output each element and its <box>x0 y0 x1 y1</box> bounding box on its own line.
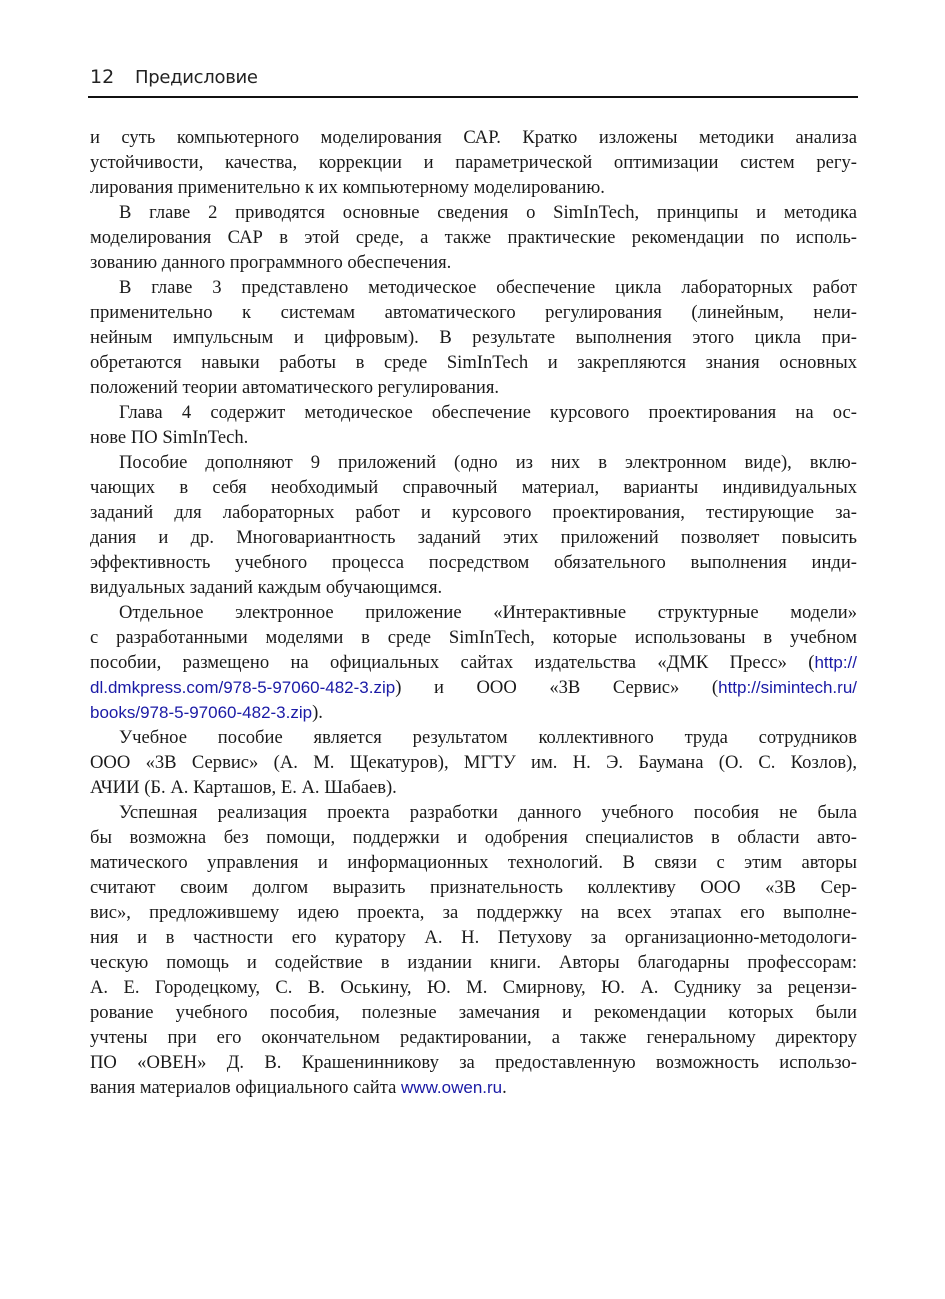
text-line <box>90 600 857 625</box>
text-segment: Глава 4 содержит методическое обеспечение курсового проектирования на ос- <box>119 402 857 423</box>
paragraph <box>90 275 857 400</box>
text-line <box>90 950 857 975</box>
text-line <box>90 175 857 200</box>
text-line <box>90 775 857 800</box>
text-line <box>90 400 857 425</box>
text-segment: моделирования САР в этой среде, а также практические рекомендации по исполь- <box>90 227 857 248</box>
text-segment: лирования применительно к их компьютерному моделированию. <box>90 177 605 198</box>
text-line <box>90 425 857 450</box>
text-segment: ). <box>312 702 323 723</box>
paragraph <box>90 725 857 800</box>
text-segment: зованию данного программного обеспечения. <box>90 252 452 273</box>
text-line <box>90 225 857 250</box>
url-link[interactable]: http:// <box>814 653 857 672</box>
text-line <box>90 475 857 500</box>
text-segment: А. Е. Городецкому, С. В. Оськину, Ю. М. Смирнову, Ю. А. Суднику за рецензи- <box>90 977 857 998</box>
url-link[interactable]: http://simintech.ru/ <box>718 678 857 697</box>
text-segment: Отдельное электронное приложение «Интерактивные структурные модели» <box>119 602 857 623</box>
text-segment: и суть компьютерного моделирования САР. Кратко изложены методики анализа <box>90 127 857 148</box>
text-segment: обретаются навыки работы в среде SimInTech и закрепляются знания основных <box>90 352 857 373</box>
text-segment: . <box>502 1077 507 1098</box>
paragraph <box>90 200 857 275</box>
text-segment: ) и ООО «3В Сервис» ( <box>395 677 719 698</box>
text-line <box>90 925 857 950</box>
text-line <box>90 1025 857 1050</box>
url-link[interactable]: www.owen.ru <box>401 1078 503 1097</box>
text-segment: видуальных заданий каждым обучающимся. <box>90 577 443 598</box>
text-line <box>90 625 857 650</box>
paragraph <box>90 600 857 725</box>
text-line <box>90 725 857 750</box>
text-segment: АЧИИ (Б. А. Карташов, Е. А. Шабаев). <box>90 777 397 798</box>
text-segment: эффективность учебного процесса посредством обязательного выполнения инди- <box>90 552 857 573</box>
paragraph <box>90 125 857 200</box>
text-line <box>90 325 857 350</box>
text-segment: ПО «ОВЕН» Д. В. Крашенинникову за предоставленную возможность использо- <box>90 1052 857 1073</box>
text-line <box>90 250 857 275</box>
text-segment: применительно к системам автоматического регулирования (линейным, нели- <box>90 302 857 323</box>
text-line <box>90 375 857 400</box>
text-segment: положений теории автоматического регулирования. <box>90 377 500 398</box>
text-line <box>90 150 857 175</box>
text-line <box>90 125 857 150</box>
section-title: Предисловие <box>135 67 258 88</box>
text-line <box>90 750 857 775</box>
text-line <box>90 200 857 225</box>
text-segment: заданий для лабораторных работ и курсового проектирования, тестирующие за- <box>90 502 857 523</box>
text-segment: рование учебного пособия, полезные замечания и рекомендации которых были <box>90 1002 857 1023</box>
text-line <box>90 350 857 375</box>
text-line <box>90 900 857 925</box>
text-line <box>90 525 857 550</box>
text-line <box>90 700 857 725</box>
text-segment: вис», предложившему идею проекта, за поддержку на всех этапах его выполне- <box>90 902 857 923</box>
text-line <box>90 825 857 850</box>
text-segment: дания и др. Многовариантность заданий этих приложений позволяет повысить <box>90 527 857 548</box>
text-line <box>90 800 857 825</box>
url-link[interactable]: dl.dmkpress.com/978-5-97060-482-3.zip <box>90 678 396 697</box>
paragraph <box>90 450 857 600</box>
text-segment: вания материалов официального сайта <box>90 1077 402 1098</box>
text-segment: ния и в частности его куратору А. Н. Петухову за организационно-методологи- <box>90 927 857 948</box>
text-segment: Пособие дополняют 9 приложений (одно из них в электронном виде), вклю- <box>119 452 857 473</box>
text-line <box>90 1000 857 1025</box>
paragraph <box>90 400 857 450</box>
text-line <box>90 650 857 675</box>
text-segment: бы возможна без помощи, поддержки и одобрения специалистов в области авто- <box>90 827 857 848</box>
text-line <box>90 450 857 475</box>
text-segment: пособии, размещено на официальных сайтах издательства «ДМК Пресс» ( <box>90 652 815 673</box>
text-line <box>90 575 857 600</box>
text-segment: учтены при его окончательном редактировании, а также генеральному директору <box>90 1027 857 1048</box>
text-line <box>90 500 857 525</box>
text-segment: В главе 2 приводятся основные сведения о SimInTech, принципы и методика <box>119 202 857 223</box>
text-segment: Учебное пособие является результатом коллективного труда сотрудников <box>119 727 857 748</box>
text-segment: ООО «3В Сервис» (А. М. Щекатуров), МГТУ им. Н. Э. Баумана (О. С. Козлов), <box>90 752 857 773</box>
text-line <box>90 850 857 875</box>
text-segment: нове ПО SimInTech. <box>90 427 249 448</box>
text-segment: нейным импульсным и цифровым). В результате выполнения этого цикла при- <box>90 327 857 348</box>
text-segment: устойчивости, качества, коррекции и параметрической оптимизации систем регу- <box>90 152 857 173</box>
text-line <box>90 975 857 1000</box>
text-segment: Успешная реализация проекта разработки данного учебного пособия не была <box>119 802 857 823</box>
paragraph <box>90 800 857 1100</box>
text-line <box>90 1075 857 1100</box>
text-line <box>90 550 857 575</box>
text-line <box>90 875 857 900</box>
text-line <box>90 300 857 325</box>
text-segment: матического управления и информационных технологий. В связи с этим авторы <box>90 852 857 873</box>
text-line <box>90 275 857 300</box>
text-segment: ческую помощь и содействие в издании книги. Авторы благодарны профессорам: <box>90 952 857 973</box>
text-segment: считают своим долгом выразить признательность коллективу ООО «3В Сер- <box>90 877 857 898</box>
text-line <box>90 675 857 700</box>
text-segment: с разработанными моделями в среде SimInTech, которые использованы в учебном <box>90 627 857 648</box>
text-segment: чающих в себя необходимый справочный материал, варианты индивидуальных <box>90 477 857 498</box>
text-segment: В главе 3 представлено методическое обеспечение цикла лабораторных работ <box>119 277 857 298</box>
header-rule <box>88 96 858 98</box>
running-header <box>89 64 857 94</box>
text-line <box>90 1050 857 1075</box>
body-text <box>90 125 857 1100</box>
page-number: 12 <box>90 66 115 88</box>
url-link[interactable]: books/978-5-97060-482-3.zip <box>90 703 313 722</box>
